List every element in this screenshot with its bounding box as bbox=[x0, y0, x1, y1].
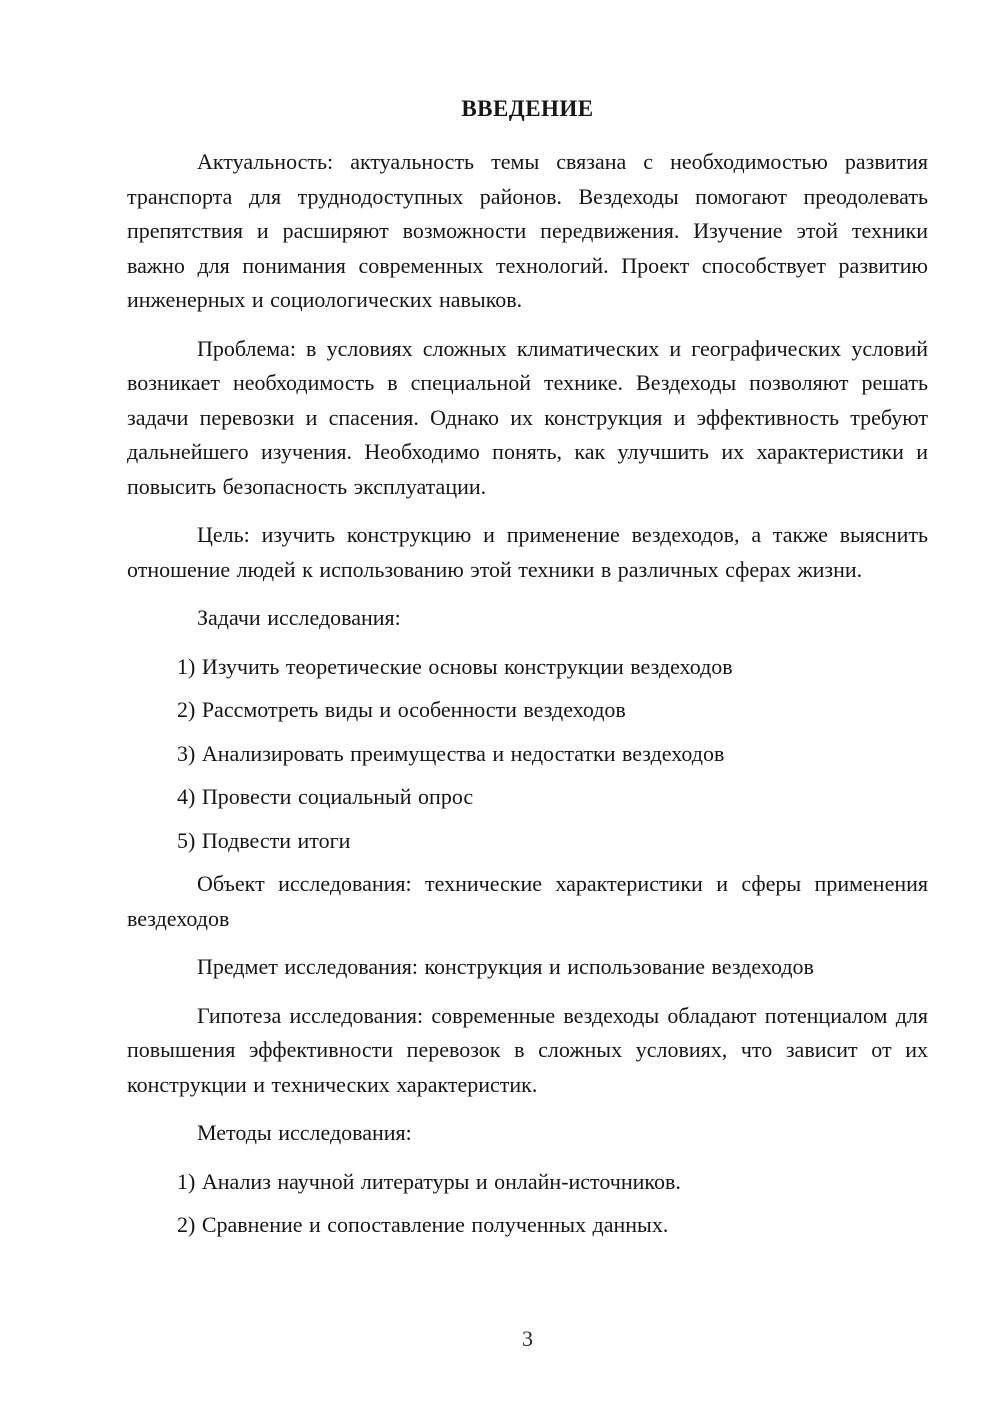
page-number: 3 bbox=[522, 1326, 533, 1351]
task-item-1: 1) Изучить теоретические основы конструкции вездеходов bbox=[177, 653, 733, 679]
paragraph-goal: Цель: изучить конструкцию и применение вездеходов, а также выяснить отношение людей к использованию этой техники в различных сферах жизни. bbox=[127, 522, 928, 582]
task-item-4: 4) Провести социальный опрос bbox=[177, 784, 474, 809]
method-item-2: 2) Сравнение и сопоставление полученных данных. bbox=[177, 1212, 669, 1237]
paragraph-hypothesis: Гипотеза исследования: современные вездеходы обладают потенциалом для повышения эффективности перевозок в сложных условиях, что зависит от их конструкции и технических характеристик. bbox=[127, 1002, 928, 1097]
methods-heading: Методы исследования: bbox=[197, 1120, 412, 1145]
task-item-5: 5) Подвести итоги bbox=[177, 827, 351, 853]
task-item-3: 3) Анализировать преимущества и недостатки вездеходов bbox=[177, 740, 725, 766]
paragraph-problem: Проблема: в условиях сложных климатических и географических условий возникает необходимость в специальной технике. Вездеходы позволяют решать задачи перевозки и спасения. Однако их конструкция и эффективность требуют дальнейшего изучения. Необходимо понять, как улучшить их характеристики и повысить безопасность эксплуатации. bbox=[127, 335, 928, 499]
section-title: ВВЕДЕНИЕ bbox=[461, 96, 594, 121]
paragraph-actuality: Актуальность: актуальность темы связана с необходимостью развития транспорта для труднодоступных районов. Вездеходы помогают преодолевать препятствия и расширяют возможности передвижения. Изучение этой техники важно для понимания современных технологий. Проект способствует развитию инженерных и социологических навыков. bbox=[127, 149, 928, 312]
paragraph-subject: Предмет исследования: конструкция и использование вездеходов bbox=[197, 954, 814, 979]
document-content bbox=[127, 95, 928, 1252]
paragraph-object: Объект исследования: технические характеристики и сферы применения вездеходов bbox=[127, 871, 928, 931]
task-item-2: 2) Рассмотреть виды и особенности вездеходов bbox=[177, 697, 626, 722]
tasks-heading: Задачи исследования: bbox=[197, 605, 401, 630]
method-item-1: 1) Анализ научной литературы и онлайн-источников. bbox=[177, 1168, 681, 1194]
